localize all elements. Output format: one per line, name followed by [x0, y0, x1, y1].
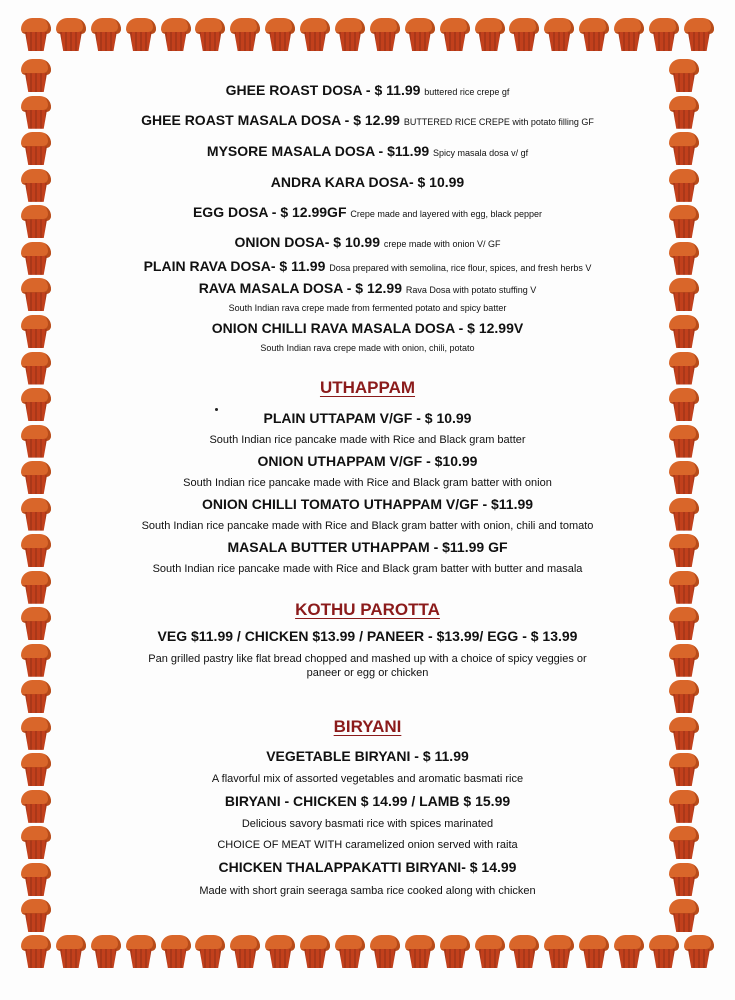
- menu-content: [70, 70, 665, 930]
- muffin-icon: [20, 607, 52, 641]
- section-title-uthappam: UTHAPPAM: [319, 378, 416, 397]
- muffin-icon: [20, 863, 52, 897]
- muffin-icon: [508, 18, 540, 52]
- muffin-icon: [229, 18, 261, 52]
- menu-item-description: CHOICE OF MEAT WITH caramelized onion served with raita: [217, 839, 518, 851]
- muffin-icon: [668, 899, 700, 933]
- muffin-icon: [683, 18, 715, 52]
- menu-item-description: Delicious savory basmati rice with spices marinated: [241, 818, 494, 830]
- muffin-icon: [20, 753, 52, 787]
- muffin-icon: [20, 826, 52, 860]
- muffin-icon: [648, 18, 680, 52]
- muffin-border-top: [20, 18, 715, 58]
- muffin-icon: [439, 935, 471, 969]
- muffin-icon: [160, 18, 192, 52]
- menu-item-description: South Indian rava crepe made with onion, chili, potato: [260, 343, 475, 353]
- muffin-icon: [90, 18, 122, 52]
- menu-item: VEG $11.99 / CHICKEN $13.99 / PANEER - $13.99/ EGG - $ 13.99: [157, 628, 578, 644]
- menu-item-description: Made with short grain seeraga samba rice cooked along with chicken: [199, 885, 536, 897]
- menu-item: GHEE ROAST DOSA - $ 11.99 buttered rice crepe gf: [225, 82, 510, 98]
- menu-item-description: South Indian rice pancake made with Rice and Black gram batter with butter and masala: [152, 563, 583, 575]
- muffin-icon: [125, 18, 157, 52]
- muffin-border-left: [20, 58, 60, 935]
- muffin-icon: [20, 315, 52, 349]
- muffin-icon: [20, 571, 52, 605]
- muffin-icon: [20, 498, 52, 532]
- muffin-icon: [334, 935, 366, 969]
- muffin-icon: [543, 18, 575, 52]
- menu-item: VEGETABLE BIRYANI - $ 11.99: [266, 748, 469, 764]
- muffin-icon: [20, 790, 52, 824]
- muffin-icon: [668, 571, 700, 605]
- muffin-icon: [668, 169, 700, 203]
- muffin-icon: [20, 132, 52, 166]
- muffin-icon: [369, 18, 401, 52]
- muffin-icon: [90, 935, 122, 969]
- menu-item: MYSORE MASALA DOSA - $11.99 Spicy masala dosa v/ gf: [206, 143, 529, 159]
- muffin-icon: [264, 935, 296, 969]
- muffin-icon: [369, 935, 401, 969]
- muffin-icon: [668, 59, 700, 93]
- muffin-icon: [683, 935, 715, 969]
- muffin-icon: [474, 935, 506, 969]
- muffin-icon: [543, 935, 575, 969]
- muffin-icon: [20, 18, 52, 52]
- muffin-icon: [613, 935, 645, 969]
- menu-item: ONION DOSA- $ 10.99 crepe made with onion V/ GF: [234, 234, 501, 250]
- muffin-icon: [160, 935, 192, 969]
- menu-item-description: Pan grilled pastry like flat bread chopped and mashed up with a choice of spicy veggies or: [148, 653, 587, 665]
- menu-item: BIRYANI - CHICKEN $ 14.99 / LAMB $ 15.99: [224, 793, 511, 809]
- menu-item: PLAIN UTTAPAM V/GF - $ 10.99: [263, 410, 472, 426]
- muffin-icon: [299, 18, 331, 52]
- muffin-icon: [668, 498, 700, 532]
- muffin-icon: [194, 935, 226, 969]
- muffin-icon: [578, 935, 610, 969]
- muffin-icon: [20, 169, 52, 203]
- muffin-icon: [668, 388, 700, 422]
- muffin-icon: [668, 607, 700, 641]
- menu-item-description: A flavorful mix of assorted vegetables and aromatic basmati rice: [211, 773, 524, 785]
- muffin-icon: [20, 352, 52, 386]
- muffin-icon: [668, 205, 700, 239]
- muffin-icon: [439, 18, 471, 52]
- muffin-icon: [668, 425, 700, 459]
- muffin-icon: [55, 935, 87, 969]
- menu-item: RAVA MASALA DOSA - $ 12.99 Rava Dosa with potato stuffing V: [198, 280, 537, 296]
- muffin-icon: [20, 461, 52, 495]
- muffin-border-right: [668, 58, 708, 935]
- menu-item: EGG DOSA - $ 12.99GF Crepe made and layered with egg, black pepper: [192, 204, 543, 220]
- menu-item: CHICKEN THALAPPAKATTI BIRYANI- $ 14.99: [218, 859, 517, 875]
- menu-item-description: paneer or egg or chicken: [306, 667, 429, 679]
- muffin-icon: [299, 935, 331, 969]
- muffin-icon: [20, 96, 52, 130]
- muffin-icon: [194, 18, 226, 52]
- muffin-icon: [20, 534, 52, 568]
- muffin-icon: [20, 717, 52, 751]
- muffin-icon: [668, 242, 700, 276]
- muffin-icon: [20, 935, 52, 969]
- muffin-icon: [334, 18, 366, 52]
- muffin-icon: [668, 534, 700, 568]
- muffin-icon: [668, 352, 700, 386]
- muffin-border-bottom: [20, 935, 715, 975]
- muffin-icon: [668, 717, 700, 751]
- muffin-icon: [20, 899, 52, 933]
- menu-item: ANDRA KARA DOSA- $ 10.99: [270, 174, 465, 190]
- menu-item: ONION UTHAPPAM V/GF - $10.99: [257, 453, 478, 469]
- muffin-icon: [668, 863, 700, 897]
- menu-item: PLAIN RAVA DOSA- $ 11.99 Dosa prepared with semolina, rice flour, spices, and fresh herbs V: [143, 258, 592, 274]
- section-title-biryani: BIRYANI: [333, 717, 402, 736]
- muffin-icon: [20, 242, 52, 276]
- menu-item: ONION CHILLI RAVA MASALA DOSA - $ 12.99V: [211, 320, 524, 336]
- menu-item-description: South Indian rava crepe made from fermented potato and spicy batter: [228, 303, 507, 313]
- muffin-icon: [229, 935, 261, 969]
- muffin-icon: [20, 205, 52, 239]
- muffin-icon: [648, 935, 680, 969]
- muffin-icon: [668, 644, 700, 678]
- menu-item: ONION CHILLI TOMATO UTHAPPAM V/GF - $11.99: [201, 496, 534, 512]
- muffin-icon: [668, 132, 700, 166]
- muffin-icon: [508, 935, 540, 969]
- muffin-icon: [264, 18, 296, 52]
- menu-item-description: South Indian rice pancake made with Rice and Black gram batter: [209, 434, 526, 446]
- muffin-icon: [20, 644, 52, 678]
- muffin-icon: [668, 315, 700, 349]
- muffin-icon: [668, 753, 700, 787]
- menu-item: MASALA BUTTER UTHAPPAM - $11.99 GF: [227, 539, 508, 555]
- muffin-icon: [668, 826, 700, 860]
- menu-item-description: South Indian rice pancake made with Rice and Black gram batter with onion, chili and tomato: [141, 520, 594, 532]
- muffin-icon: [20, 59, 52, 93]
- menu-item-description: South Indian rice pancake made with Rice and Black gram batter with onion: [183, 477, 552, 489]
- muffin-icon: [668, 680, 700, 714]
- muffin-icon: [668, 96, 700, 130]
- section-title-kothu-parotta: KOTHU PAROTTA: [295, 600, 440, 619]
- muffin-icon: [20, 388, 52, 422]
- muffin-icon: [578, 18, 610, 52]
- muffin-icon: [613, 18, 645, 52]
- muffin-icon: [125, 935, 157, 969]
- muffin-icon: [668, 278, 700, 312]
- muffin-icon: [20, 278, 52, 312]
- muffin-icon: [20, 680, 52, 714]
- muffin-icon: [404, 935, 436, 969]
- muffin-icon: [668, 790, 700, 824]
- muffin-icon: [20, 425, 52, 459]
- muffin-icon: [474, 18, 506, 52]
- menu-item: GHEE ROAST MASALA DOSA - $ 12.99 BUTTERED RICE CREPE with potato filling GF: [141, 112, 594, 128]
- muffin-icon: [55, 18, 87, 52]
- muffin-icon: [668, 461, 700, 495]
- muffin-icon: [404, 18, 436, 52]
